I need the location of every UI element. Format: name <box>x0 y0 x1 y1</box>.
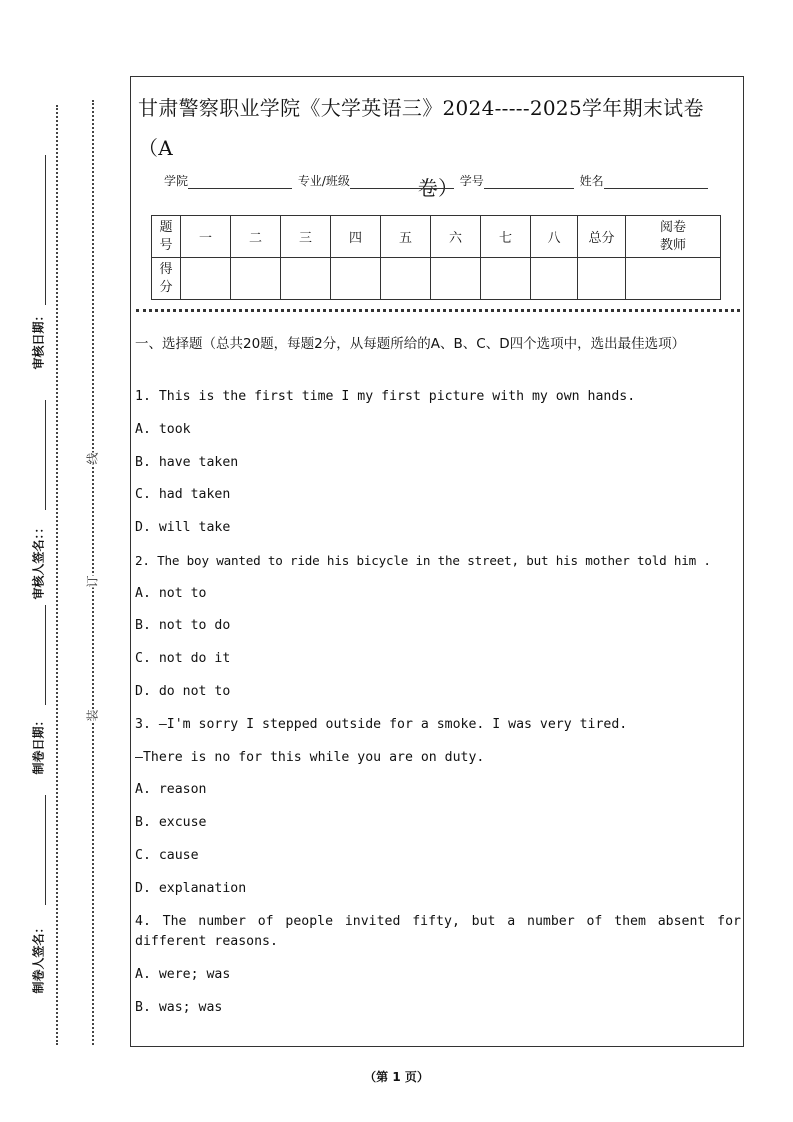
question-2-option-a[interactable]: A. not to <box>135 586 207 601</box>
score-col-5: 五 <box>381 216 431 258</box>
major-class-field[interactable] <box>350 175 454 189</box>
score-cell[interactable] <box>481 258 531 300</box>
score-cell[interactable] <box>281 258 331 300</box>
student-no-field[interactable] <box>484 175 574 189</box>
binding-install-glyph: 装 <box>85 709 100 722</box>
exam-title-line2: 卷） <box>417 176 459 200</box>
margin-underline-maker-sign <box>45 795 46 905</box>
score-table-header-label: 题 号 <box>152 216 181 258</box>
page-number: （第 1 页） <box>364 1070 429 1084</box>
score-cell[interactable] <box>181 258 231 300</box>
score-cell[interactable] <box>578 258 626 300</box>
score-cell[interactable] <box>331 258 381 300</box>
score-cell[interactable] <box>626 258 721 300</box>
question-3-option-c[interactable]: C. cause <box>135 848 199 863</box>
score-col-total: 总分 <box>578 216 626 258</box>
question-2-option-b[interactable]: B. not to do <box>135 618 231 633</box>
margin-underline-make-date <box>45 605 46 705</box>
score-col-8: 八 <box>531 216 578 258</box>
question-3-stem-2: —There is no for this while you are on duty. <box>135 750 485 765</box>
score-row-label: 得 分 <box>152 258 181 300</box>
question-2-stem: 2. The boy wanted to ride his bicycle in the street, but his mother told him . <box>135 553 711 568</box>
question-1-option-c[interactable]: C. had taken <box>135 487 231 502</box>
question-2-option-d[interactable]: D. do not to <box>135 684 231 699</box>
question-1-option-b[interactable]: B. have taken <box>135 455 239 470</box>
make-date-label: 制卷日期： <box>31 714 46 775</box>
question-3-option-d[interactable]: D. explanation <box>135 881 247 896</box>
question-4-option-b[interactable]: B. was; was <box>135 1000 223 1015</box>
section-1-heading: 一、选择题（总共20题，每题2分，从每题所给的A、B、C、D四个选项中，选出最佳选项） <box>135 336 686 352</box>
score-table <box>151 215 721 300</box>
binding-line-glyph: 线 <box>85 452 100 465</box>
margin-underline-reviewer-sign <box>45 400 46 510</box>
name-label: 姓名 <box>579 174 604 188</box>
dotted-separator <box>136 309 740 312</box>
score-col-4: 四 <box>331 216 381 258</box>
question-2-option-c[interactable]: C. not do it <box>135 651 231 666</box>
score-col-2: 二 <box>231 216 281 258</box>
reviewer-sign-label: 审核人签名：： <box>31 521 46 600</box>
left-dotted-edge <box>56 105 58 1045</box>
student-no-label: 学号 <box>459 174 484 188</box>
question-3-stem: 3. —I'm sorry I stepped outside for a smoke. I was very tired. <box>135 717 628 732</box>
score-cell[interactable] <box>231 258 281 300</box>
college-label: 学院 <box>164 174 189 188</box>
question-3-option-a[interactable]: A. reason <box>135 782 207 797</box>
score-cell[interactable] <box>431 258 481 300</box>
name-field[interactable] <box>604 175 708 189</box>
score-col-1: 一 <box>181 216 231 258</box>
exam-title-line1: 甘肃警察职业学院《大学英语三》2024-----2025学年期末试卷（A <box>138 96 704 160</box>
margin-underline-review-date <box>45 155 46 305</box>
binding-dotted-line <box>92 100 94 1045</box>
student-info-row <box>164 172 710 189</box>
question-4-option-a[interactable]: A. were; was <box>135 967 231 982</box>
question-3-option-b[interactable]: B. excuse <box>135 815 207 830</box>
question-4-stem: 4. The number of people invited fifty, but a number of them absent for different reasons. <box>135 914 741 949</box>
score-cell[interactable] <box>381 258 431 300</box>
score-col-3: 三 <box>281 216 331 258</box>
college-field[interactable] <box>188 175 292 189</box>
score-col-6: 六 <box>431 216 481 258</box>
question-1-option-d[interactable]: D. will take <box>135 520 231 535</box>
exam-title <box>138 88 738 208</box>
score-col-7: 七 <box>481 216 531 258</box>
binding-order-glyph: 订 <box>85 575 100 588</box>
score-col-grader: 阅卷 教师 <box>626 216 721 258</box>
question-1-stem: 1. This is the first time I my first picture with my own hands. <box>135 389 636 404</box>
question-1-option-a[interactable]: A. took <box>135 422 191 437</box>
review-date-label: 审核日期： <box>31 309 46 370</box>
score-cell[interactable] <box>531 258 578 300</box>
maker-sign-label: 制卷人签名： <box>31 921 46 994</box>
major-class-label: 专业/班级 <box>297 174 350 188</box>
